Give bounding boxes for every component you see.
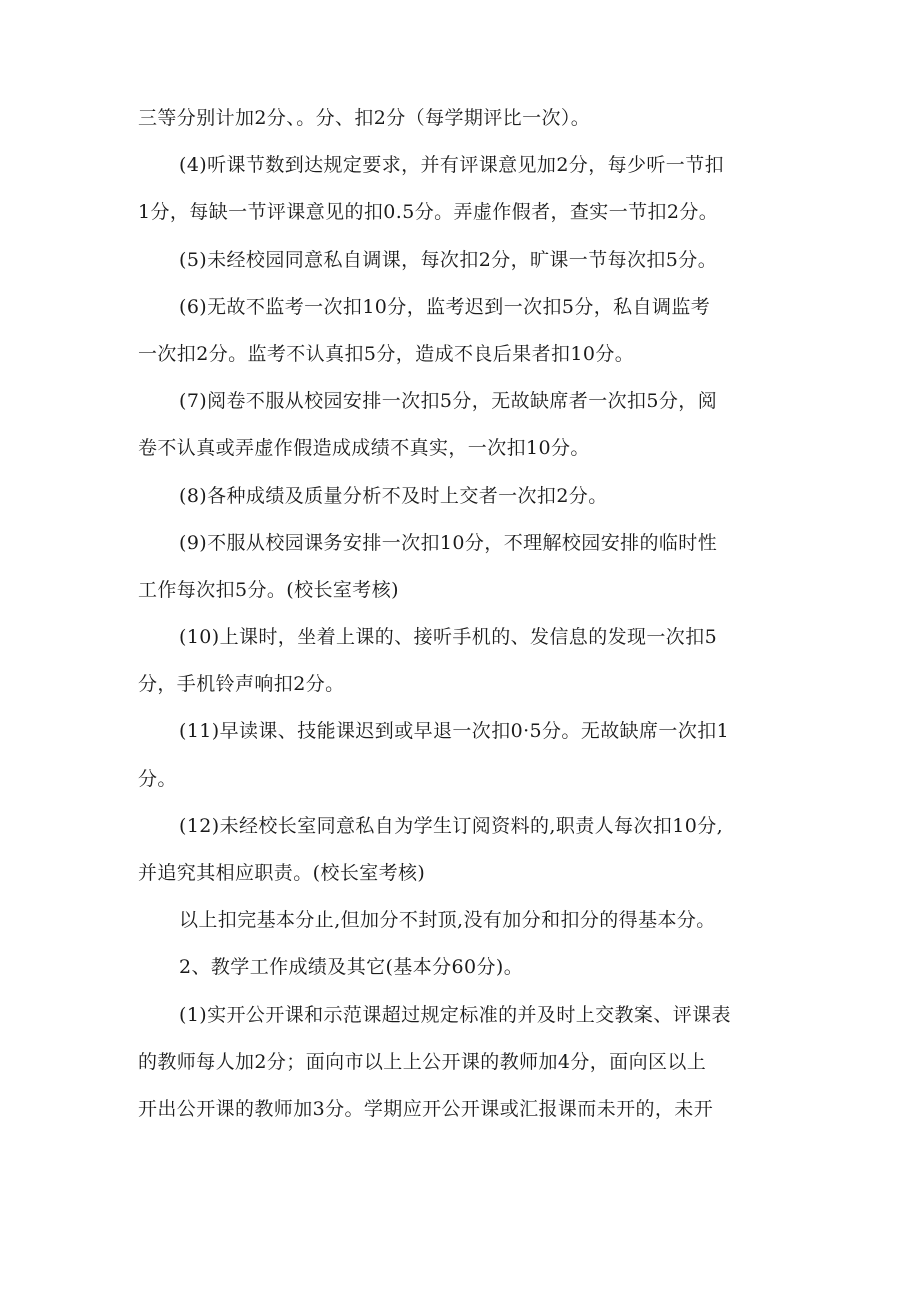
text-line: 分。 xyxy=(138,767,177,790)
text-line: 2、教学工作成绩及其它(基本分60分)。 xyxy=(179,956,524,979)
text-line: 三等分别计加2分、。分、扣2分（每学期评比一次）。 xyxy=(138,107,591,129)
text-line: 一次扣2分。监考不认真扣5分，造成不良后果者扣10分。 xyxy=(138,342,635,365)
text-line: 1分，每缺一节评课意见的扣0.5分。弄虚作假者，查实一节扣2分。 xyxy=(138,201,719,224)
text-line: (11)早读课、技能课迟到或早退一次扣0·5分。无故缺席一次扣1 xyxy=(179,720,730,743)
document-body xyxy=(138,95,798,1133)
text-line: 的教师每人加2分；面向市以上上公开课的教师加4分，面向区以上 xyxy=(138,1050,707,1073)
text-line: 开出公开课的教师加3分。学期应开公开课或汇报课而未开的，未开 xyxy=(138,1097,714,1120)
text-line: (6)无故不监考一次扣10分，监考迟到一次扣5分，私自调监考 xyxy=(179,295,711,318)
text-line: (1)实开公开课和示范课超过规定标准的并及时上交教案、评课表 xyxy=(179,1003,731,1026)
text-line: 并追究其相应职责。(校长室考核) xyxy=(138,862,426,884)
text-line: 卷不认真或弄虚作假造成成绩不真实，一次扣10分。 xyxy=(138,437,590,460)
text-line: (9)不服从校园课务安排一次扣10分，不理解校园安排的临时性 xyxy=(179,531,718,554)
text-line: 分，手机铃声响扣2分。 xyxy=(138,673,345,696)
text-line: (5)未经校园同意私自调课，每次扣2分，旷课一节每次扣5分。 xyxy=(179,248,718,271)
text-line: (12)未经校长室同意私自为学生订阅资料的,职责人每次扣10分, xyxy=(179,814,724,837)
text-line: 工作每次扣5分。(校长室考核) xyxy=(138,578,399,601)
text-line: (4)听课节数到达规定要求，并有评课意见加2分，每少听一节扣 xyxy=(179,154,725,177)
text-line: (8)各种成绩及质量分析不及时上交者一次扣2分。 xyxy=(179,484,608,507)
text-line: (10)上课时，坐着上课的、接听手机的、发信息的发现一次扣5 xyxy=(179,626,718,649)
text-line: 以上扣完基本分止,但加分不封顶,没有加分和扣分的得基本分。 xyxy=(179,909,716,932)
text-line: (7)阅卷不服从校园安排一次扣5分，无故缺席者一次扣5分，阅 xyxy=(179,390,718,413)
